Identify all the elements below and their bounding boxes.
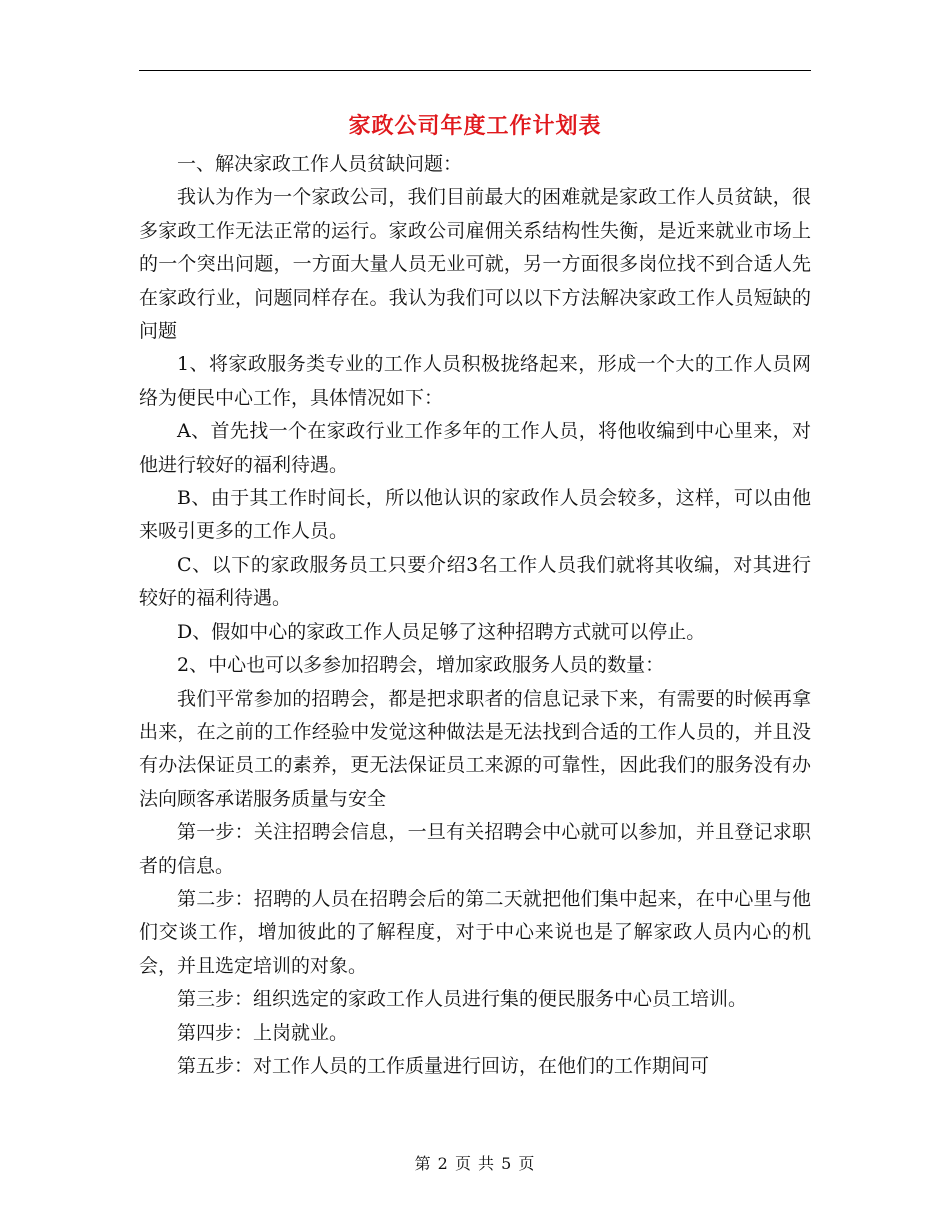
paragraph: 我们平常参加的招聘会，都是把求职者的信息记录下来，有需要的时候再拿出来，在之前的工作经验中发觉这种做法是无法找到合适的工作人员的，并且没有办法保证员工的素养，更无法保证员工来源的可靠性，因此我们的服务没有办法向顾客承诺服务质量与安全 — [139, 687, 811, 810]
step-item: 第三步：组织选定的家政工作人员进行集的便民服务中心员工培训。 — [177, 988, 748, 1011]
list-item: 2、中心也可以多参加招聘会，增加家政服务人员的数量： — [177, 654, 665, 677]
section-heading: 一、解决家政工作人员贫缺问题： — [177, 153, 463, 175]
header-rule — [139, 70, 811, 71]
step-item: 第一步：关注招聘会信息，一旦有关招聘会中心就可以参加，并且登记求职者的信息。 — [139, 821, 811, 877]
list-item: D、假如中心的家政工作人员足够了这种招聘方式就可以停止。 — [177, 620, 706, 643]
paragraph: 我认为作为一个家政公司，我们目前最大的困难就是家政工作人员贫缺，很多家政工作无法正常的运行。家政公司雇佣关系结构性失衡，是近来就业市场上的一个突出问题，一方面大量人员无业可就，另一方面很多岗位找不到合适人先在家政行业，问题同样存在。我认为我们可以以下方法解决家政工作人员短缺的问题 — [139, 186, 811, 343]
list-item: 1、将家政服务类专业的工作人员积极拢络起来，形成一个大的工作人员网络为便民中心工作，具体情况如下： — [139, 353, 811, 409]
step-item: 第五步：对工作人员的工作质量进行回访，在他们的工作期间可 — [177, 1054, 710, 1077]
page-number: 第 2 页 共 5 页 — [414, 1154, 536, 1173]
document-title: 家政公司年度工作计划表 — [348, 113, 602, 139]
list-item: A、首先找一个在家政行业工作多年的工作人员，将他收编到中心里来，对他进行较好的福利待遇。 — [139, 420, 811, 476]
list-item: C、以下的家政服务员工只要介绍3名工作人员我们就将其收编，对其进行较好的福利待遇。 — [139, 553, 811, 610]
list-item: B、由于其工作时间长，所以他认识的家政作人员会较多，这样，可以由他来吸引更多的工作人员。 — [139, 487, 811, 543]
document-body — [139, 148, 811, 1083]
step-item: 第四步：上岗就业。 — [177, 1021, 349, 1044]
step-item: 第二步：招聘的人员在招聘会后的第二天就把他们集中起来，在中心里与他们交谈工作，增加彼此的了解程度，对于中心来说也是了解家政人员内心的机会，并且选定培训的对象。 — [139, 887, 811, 977]
